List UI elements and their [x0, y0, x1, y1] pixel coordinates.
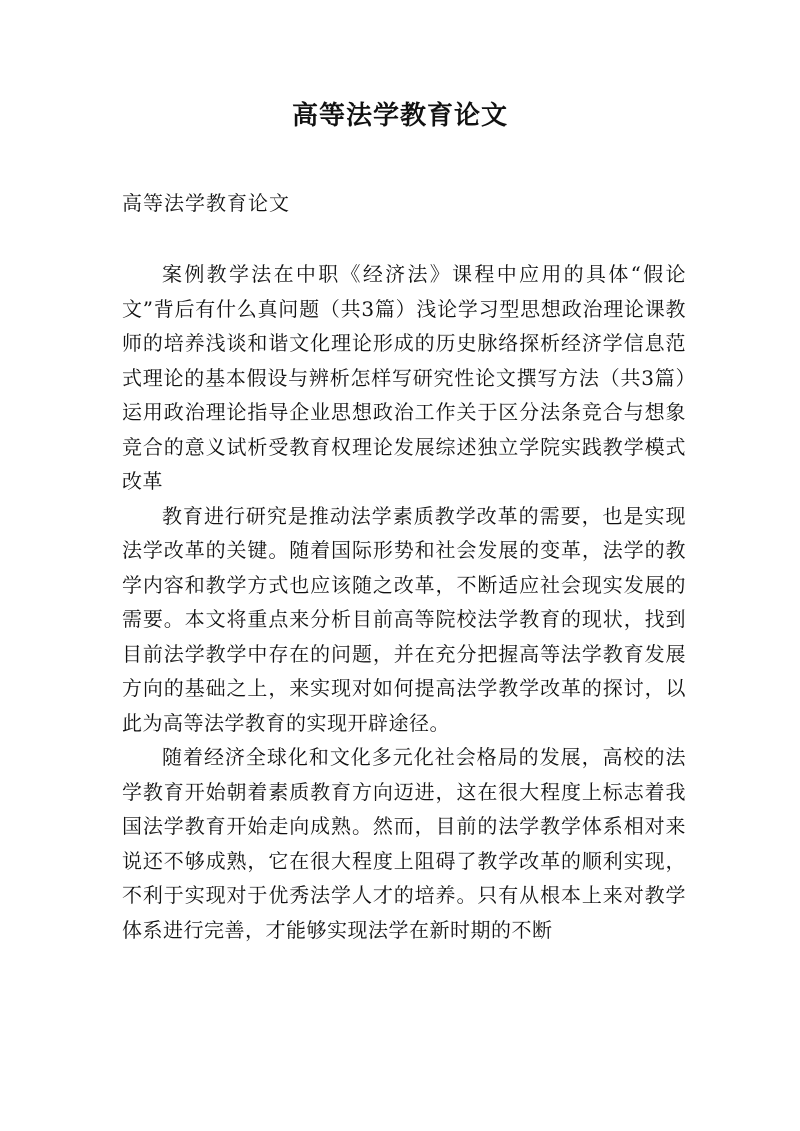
- paragraph-2: 教育进行研究是推动法学素质教学改革的需要，也是实现法学改革的关键。随着国际形势和社会发展的变革，法学的教学内容和教学方式也应该随之改革，不断适应社会现实发展的需要。本文将重点来分析目前高等院校法学教育的现状，找到目前法学教学中存在的问题，并在充分把握高等法学教育发展方向的基础之上，来实现对如何提高法学教学改革的探讨，以此为高等法学教育的实现开辟途径。: [122, 503, 686, 735]
- document-title: 高等法学教育论文: [291, 101, 508, 131]
- paragraph-1: 案例教学法在中职《经济法》课程中应用的具体“假论文”背后有什么真问题（共3篇）浅论学习型思想政治理论课教师的培养浅谈和谐文化理论形成的历史脉络探析经济学信息范式理论的基本假设与辨析怎样写研究性论文撰写方法（共3篇）运用政治理论指导企业思想政治工作关于区分法条竞合与想象竞合的意义试析受教育权理论发展综述独立学院实践教学模式改革: [122, 262, 686, 493]
- document-body: [122, 257, 686, 947]
- document-subtitle: 高等法学教育论文: [122, 191, 290, 215]
- paragraph-3: 随着经济全球化和文化多元化社会格局的发展，高校的法学教育开始朝着素质教育方向迈进，这在很大程度上标志着我国法学教育开始走向成熟。然而，目前的法学教学体系相对来说还不够成熟，它在很大程度上阻碍了教学改革的顺利实现，不利于实现对于优秀法学人才的培养。只有从根本上来对教学体系进行完善，才能够实现法学在新时期的不断: [122, 745, 686, 942]
